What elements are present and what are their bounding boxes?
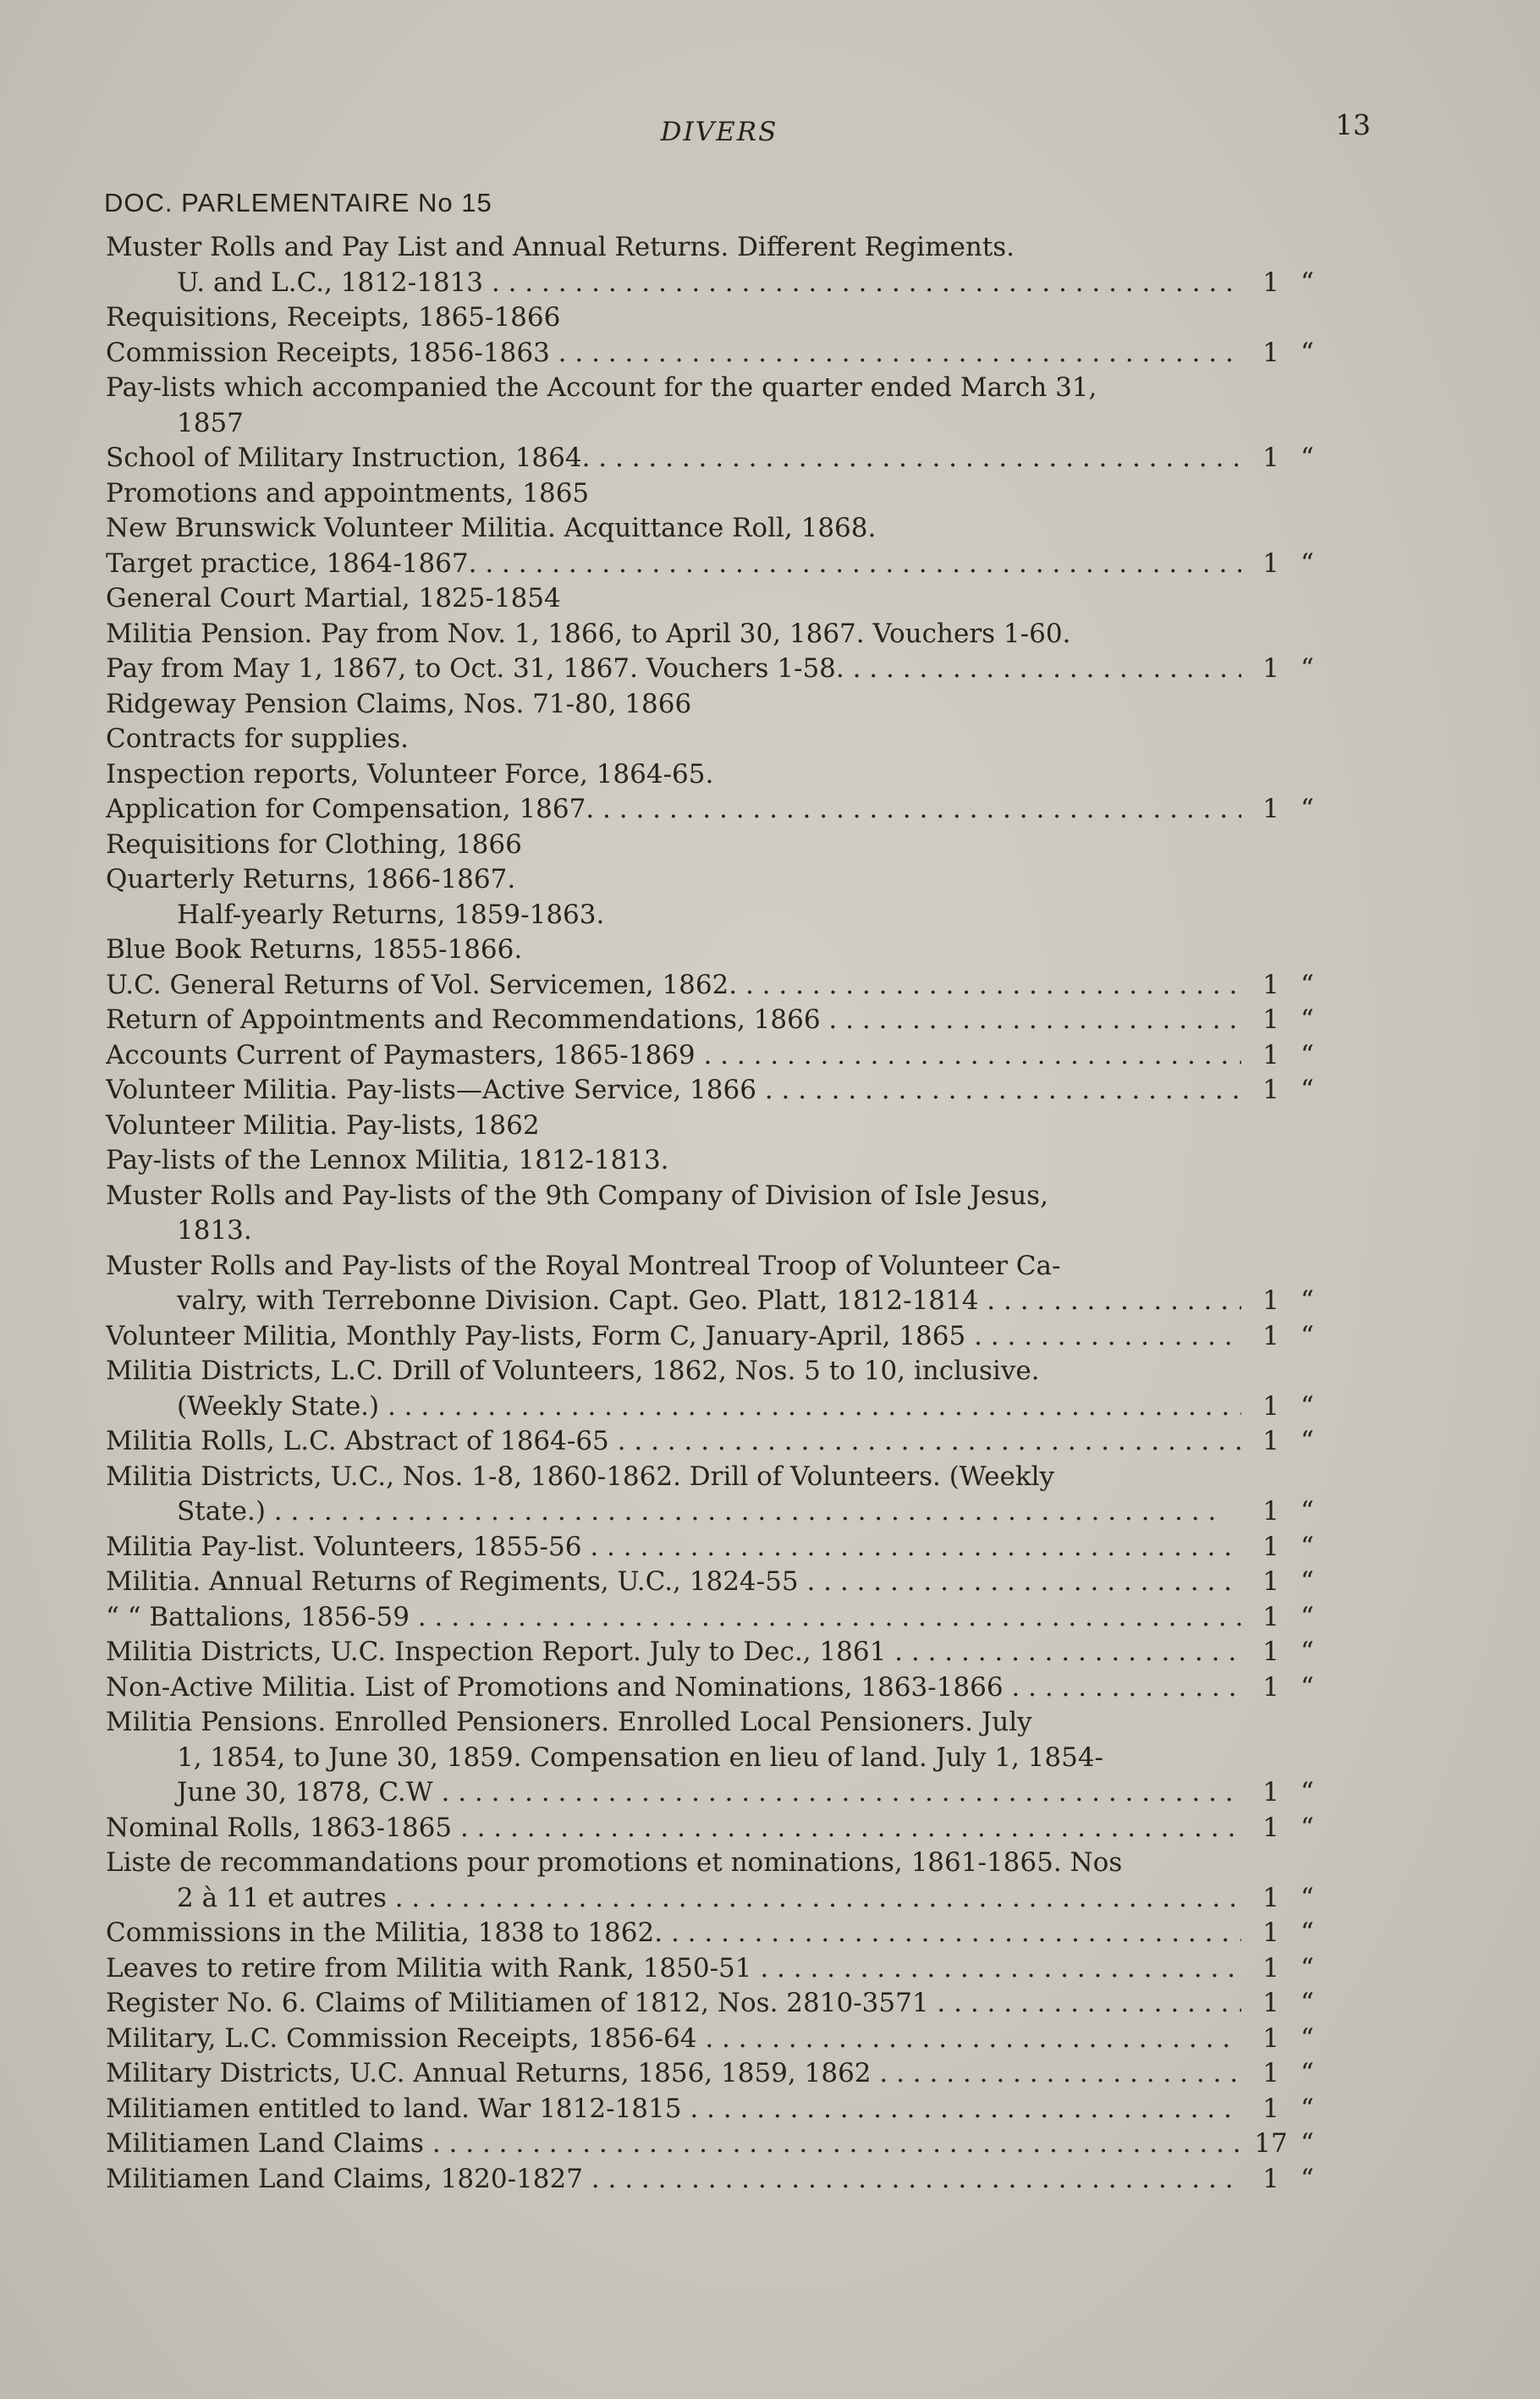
entry-description [106, 722, 1241, 757]
entry-unit: “ [1301, 1777, 1314, 1808]
entry-description [106, 476, 1241, 512]
entry-line: Militia Pensions. Enrolled Pensioners. Enrolled Local Pensioners. July [106, 1707, 1032, 1737]
entry-line: U. and L.C., 1812-1813 . . . [106, 266, 1241, 301]
list-item [106, 511, 1426, 547]
list-item [106, 1565, 1426, 1600]
entry-unit: “ [1301, 1075, 1314, 1105]
list-item [106, 828, 1426, 863]
entry-line: Commissions in the Militia, 1838 to 1862. . . . [106, 1916, 1241, 1951]
entry-description [106, 1530, 1241, 1565]
entry-unit: “ [1301, 547, 1314, 579]
entry-line: Muster Rolls and Pay-lists of the Royal Montreal Troop of Volunteer Ca- [106, 1250, 1061, 1281]
list-item [106, 1600, 1426, 1636]
entry-line: 1, 1854, to June 30, 1859. Compensation en lieu of land. July 1, 1854- [177, 1741, 1104, 1773]
entry-line: Half-yearly Returns, 1859-1863. [177, 899, 605, 930]
entry-description [106, 1670, 1241, 1706]
entry-quantity: 17 [1254, 2128, 1288, 2159]
entry-line: Militia Districts, U.C. Inspection Report. July to Dec., 1861 . . . [106, 1635, 1241, 1670]
entry-description [106, 581, 1241, 617]
entry-line: Pay-lists of the Lennox Militia, 1812-1813. [106, 1145, 669, 1175]
entry-line: Return of Appointments and Recommendations, 1866 . . . [106, 1003, 1241, 1038]
entry-unit: “ [1301, 1320, 1314, 1351]
entry-unit: “ [1301, 1637, 1314, 1667]
entry-description [106, 441, 1241, 476]
entry-unit: “ [1301, 1671, 1314, 1703]
entry-unit: “ [1301, 1952, 1314, 1984]
entry-quantity: 1 [1262, 794, 1279, 824]
entry-unit: “ [1301, 1285, 1314, 1316]
list-item [106, 1986, 1426, 2022]
list-item [106, 1143, 1426, 1179]
entry-unit: “ [1301, 2022, 1314, 2054]
entry-description [106, 1109, 1241, 1144]
entry-line: Military Districts, U.C. Annual Returns, 1856, 1859, 1862 . . . [106, 2056, 1241, 2092]
list-item [106, 1846, 1426, 1916]
entry-unit: “ [1301, 1496, 1314, 1527]
list-item [106, 722, 1426, 757]
list-item [106, 230, 1426, 300]
entry-quantity: 1 [1262, 2058, 1279, 2088]
entry-quantity: 1 [1262, 1988, 1279, 2018]
entry-line: Militia Districts, L.C. Drill of Volunteers, 1862, Nos. 5 to 10, inclusive. [106, 1356, 1040, 1386]
entry-description [106, 511, 1241, 547]
list-item [106, 1460, 1426, 1530]
entry-unit: “ [1301, 1039, 1314, 1070]
page-number: 13 [1335, 108, 1371, 141]
entry-description [106, 1916, 1241, 1951]
entry-unit: “ [1301, 1882, 1314, 1913]
entry-quantity: 1 [1262, 443, 1279, 473]
entry-line: Target practice, 1864-1867. . . . [106, 547, 1241, 582]
list-item [106, 2092, 1426, 2127]
entry-line: (Weekly State.) . . . [106, 1389, 1241, 1425]
entry-description [106, 2056, 1241, 2092]
entry-description [106, 1565, 1241, 1600]
entry-description [106, 1003, 1241, 1038]
list-item [106, 300, 1426, 336]
entry-line: School of Military Instruction, 1864. . . . [106, 441, 1241, 476]
entry-description [106, 757, 1241, 793]
entry-line: Promotions and appointments, 1865 [106, 477, 590, 509]
entry-line: Pay from May 1, 1867, to Oct. 31, 1867. Vouchers 1-58. . . . [106, 652, 1241, 687]
entry-line: General Court Martial, 1825-1854 [106, 583, 561, 614]
entry-unit: “ [1301, 653, 1314, 684]
list-item [106, 687, 1426, 723]
entry-quantity: 1 [1262, 1918, 1279, 1948]
entry-unit: “ [1301, 2163, 1314, 2194]
entry-unit: “ [1301, 1390, 1314, 1422]
list-item [106, 652, 1426, 687]
entry-unit: “ [1301, 1601, 1314, 1632]
list-item [106, 617, 1426, 652]
list-item [106, 862, 1426, 898]
entry-quantity: 1 [1262, 1812, 1279, 1843]
entry-line: Military, L.C. Commission Receipts, 1856-64 . . . [106, 2022, 1241, 2057]
entry-description [106, 617, 1241, 652]
entry-description [106, 547, 1241, 582]
entry-quantity: 1 [1262, 1601, 1279, 1632]
entry-description [106, 230, 1241, 300]
entry-line: Blue Book Returns, 1855-1866. [106, 934, 523, 965]
entry-unit: “ [1301, 794, 1314, 824]
entry-description [106, 898, 1241, 933]
entry-unit: “ [1301, 2093, 1314, 2124]
entry-unit: “ [1301, 1531, 1314, 1562]
entry-description [106, 828, 1241, 863]
entry-line: valry, with Terrebonne Division. Capt. Geo. Platt, 1812-1814 . . . [106, 1284, 1241, 1319]
entry-quantity: 1 [1262, 547, 1279, 579]
entry-quantity: 1 [1262, 337, 1279, 368]
list-item [106, 1530, 1426, 1565]
list-item [106, 1073, 1426, 1109]
entry-line: Volunteer Militia. Pay-lists, 1862 [106, 1109, 540, 1141]
entry-line: Inspection reports, Volunteer Force, 1864-65. [106, 758, 714, 790]
entry-unit: “ [1301, 2058, 1314, 2088]
entry-description [106, 1811, 1241, 1846]
entry-description [106, 1460, 1241, 1530]
entry-description [106, 1424, 1241, 1460]
entry-line: 1813. [177, 1215, 252, 1246]
entry-line: Ridgeway Pension Claims, Nos. 71-80, 1866 [106, 688, 692, 719]
list-item [106, 581, 1426, 617]
entry-description [106, 1635, 1241, 1670]
entry-description [106, 1951, 1241, 1987]
entry-description [106, 1073, 1241, 1109]
entry-line: Requisitions, Receipts, 1865-1866 [106, 302, 561, 333]
entry-line: U.C. General Returns of Vol. Servicemen, 1862. . . . [106, 968, 1241, 1004]
entry-description [106, 336, 1241, 371]
entry-unit: “ [1301, 2128, 1314, 2159]
entry-unit: “ [1301, 443, 1314, 473]
entry-quantity: 1 [1262, 1285, 1279, 1316]
list-item [106, 2127, 1426, 2162]
entry-line: “ “ Battalions, 1856-59 . . . [106, 1600, 1241, 1636]
entry-unit: “ [1301, 1566, 1314, 1597]
entry-line: Pay-lists which accompanied the Account for the quarter ended March 31, [106, 372, 1097, 403]
entry-line: Quarterly Returns, 1866-1867. [106, 864, 516, 894]
entry-line: Militia Pension. Pay from Nov. 1, 1866, to April 30, 1867. Vouchers 1-60. [106, 618, 1071, 649]
entry-line: Requisitions for Clothing, 1866 [106, 828, 522, 860]
entries-list [106, 230, 1426, 2197]
entry-quantity: 1 [1262, 1882, 1279, 1913]
list-item [106, 2056, 1426, 2092]
entry-description [106, 300, 1241, 336]
entry-description [106, 1354, 1241, 1424]
entry-unit: “ [1301, 1426, 1314, 1456]
entry-description [106, 1249, 1241, 1319]
list-item [106, 1249, 1426, 1319]
entry-quantity: 1 [1262, 1390, 1279, 1422]
entry-unit: “ [1301, 1812, 1314, 1843]
entry-description [106, 1705, 1241, 1811]
entry-line: Liste de recommandations pour promotions et nominations, 1861-1865. Nos [106, 1847, 1123, 1878]
entry-description [106, 862, 1241, 898]
running-title: DIVERS [660, 117, 778, 147]
entry-line: Nominal Rolls, 1863-1865 . . . [106, 1811, 1241, 1846]
entry-quantity: 1 [1262, 267, 1279, 298]
list-item [106, 336, 1426, 371]
entry-line: 2 à 11 et autres . . . [106, 1881, 1241, 1917]
list-item [106, 933, 1426, 968]
entry-line: Militia. Annual Returns of Regiments, U.C., 1824-55 . . . [106, 1565, 1241, 1600]
list-item [106, 371, 1426, 441]
list-item [106, 1670, 1426, 1706]
entry-quantity: 1 [1262, 1637, 1279, 1667]
list-item [106, 792, 1426, 828]
entry-line: June 30, 1878, C.W . . . [106, 1775, 1241, 1811]
entry-unit: “ [1301, 337, 1314, 368]
entry-line: Application for Compensation, 1867. . . . [106, 792, 1241, 828]
list-item [106, 1354, 1426, 1424]
entry-description [106, 1986, 1241, 2022]
list-item [106, 1003, 1426, 1038]
entry-line: 1857 [177, 407, 244, 438]
list-item [106, 1951, 1426, 1987]
entry-quantity: 1 [1262, 1039, 1279, 1070]
list-item [106, 1916, 1426, 1951]
entry-line: Militiamen Land Claims, 1820-1827 . . . [106, 2162, 1241, 2198]
list-item [106, 968, 1426, 1004]
entry-description [106, 371, 1241, 441]
list-item [106, 547, 1426, 582]
entry-quantity: 1 [1262, 1671, 1279, 1703]
entry-quantity: 1 [1262, 2022, 1279, 2054]
entry-description [106, 2162, 1241, 2198]
entry-description [106, 2127, 1241, 2162]
list-item [106, 1179, 1426, 1249]
entry-quantity: 1 [1262, 2163, 1279, 2194]
list-item [106, 1635, 1426, 1670]
list-item [106, 1811, 1426, 1846]
entry-line: Muster Rolls and Pay-lists of the 9th Company of Division of Isle Jesus, [106, 1180, 1048, 1211]
entry-quantity: 1 [1262, 1426, 1279, 1456]
entry-description [106, 1600, 1241, 1636]
entry-line: Register No. 6. Claims of Militiamen of 1812, Nos. 2810-3571 . . . [106, 1986, 1241, 2022]
entry-description [106, 968, 1241, 1004]
entry-quantity: 1 [1262, 969, 1279, 1000]
entry-description [106, 1143, 1241, 1179]
list-item [106, 441, 1426, 476]
entry-line: Militia Rolls, L.C. Abstract of 1864-65 . . . [106, 1424, 1241, 1460]
entry-line: Militiamen entitled to land. War 1812-1815 . . . [106, 2092, 1241, 2127]
list-item [106, 898, 1426, 933]
entry-quantity: 1 [1262, 1777, 1279, 1808]
document-heading: DOC. PARLEMENTAIRE No 15 [104, 188, 492, 217]
entry-description [106, 2092, 1241, 2127]
entry-description [106, 1038, 1241, 1074]
entry-line: State.) . . . [106, 1494, 1241, 1530]
entry-line: Commission Receipts, 1856-1863 . . . [106, 336, 1241, 371]
entry-line: Leaves to retire from Militia with Rank, 1850-51 . . . [106, 1951, 1241, 1987]
list-item [106, 1109, 1426, 1144]
entry-line: Accounts Current of Paymasters, 1865-1869 . . . [106, 1038, 1241, 1074]
list-item [106, 1319, 1426, 1355]
entry-description [106, 1179, 1241, 1249]
entry-description [106, 1319, 1241, 1355]
entry-unit: “ [1301, 1918, 1314, 1948]
list-item [106, 476, 1426, 512]
entry-line: Muster Rolls and Pay List and Annual Returns. Different Regiments. [106, 232, 1015, 262]
list-item [106, 1705, 1426, 1811]
list-item [106, 1424, 1426, 1460]
entry-quantity: 1 [1262, 1566, 1279, 1597]
entry-unit: “ [1301, 267, 1314, 298]
entry-quantity: 1 [1262, 1496, 1279, 1527]
entry-description [106, 652, 1241, 687]
entry-description [106, 933, 1241, 968]
entry-line: Volunteer Militia, Monthly Pay-lists, Form C, January-April, 1865 . . . [106, 1319, 1241, 1355]
entry-quantity: 1 [1262, 653, 1279, 684]
list-item [106, 2022, 1426, 2057]
entry-description [106, 792, 1241, 828]
list-item [106, 2162, 1426, 2198]
entry-line: Militia Pay-list. Volunteers, 1855-56 . . . [106, 1530, 1241, 1565]
entry-quantity: 1 [1262, 2093, 1279, 2124]
entry-line: New Brunswick Volunteer Militia. Acquittance Roll, 1868. [106, 513, 877, 543]
entry-line: Militia Districts, U.C., Nos. 1-8, 1860-1862. Drill of Volunteers. (Weekly [106, 1461, 1055, 1492]
entry-description [106, 1846, 1241, 1916]
entry-quantity: 1 [1262, 1952, 1279, 1984]
entry-quantity: 1 [1262, 1320, 1279, 1351]
entry-unit: “ [1301, 1988, 1314, 2018]
entry-line: Non-Active Militia. List of Promotions and Nominations, 1863-1866 . . . [106, 1670, 1241, 1706]
entry-line: Contracts for supplies. [106, 724, 409, 754]
entry-description [106, 2022, 1241, 2057]
entry-description [106, 687, 1241, 723]
entry-quantity: 1 [1262, 1004, 1279, 1035]
list-item [106, 1038, 1426, 1074]
entry-quantity: 1 [1262, 1075, 1279, 1105]
entry-line: Militiamen Land Claims . . . [106, 2127, 1241, 2162]
entry-quantity: 1 [1262, 1531, 1279, 1562]
entry-unit: “ [1301, 969, 1314, 1000]
entry-line: Volunteer Militia. Pay-lists—Active Service, 1866 . . . [106, 1073, 1241, 1109]
entry-unit: “ [1301, 1004, 1314, 1035]
list-item [106, 757, 1426, 793]
